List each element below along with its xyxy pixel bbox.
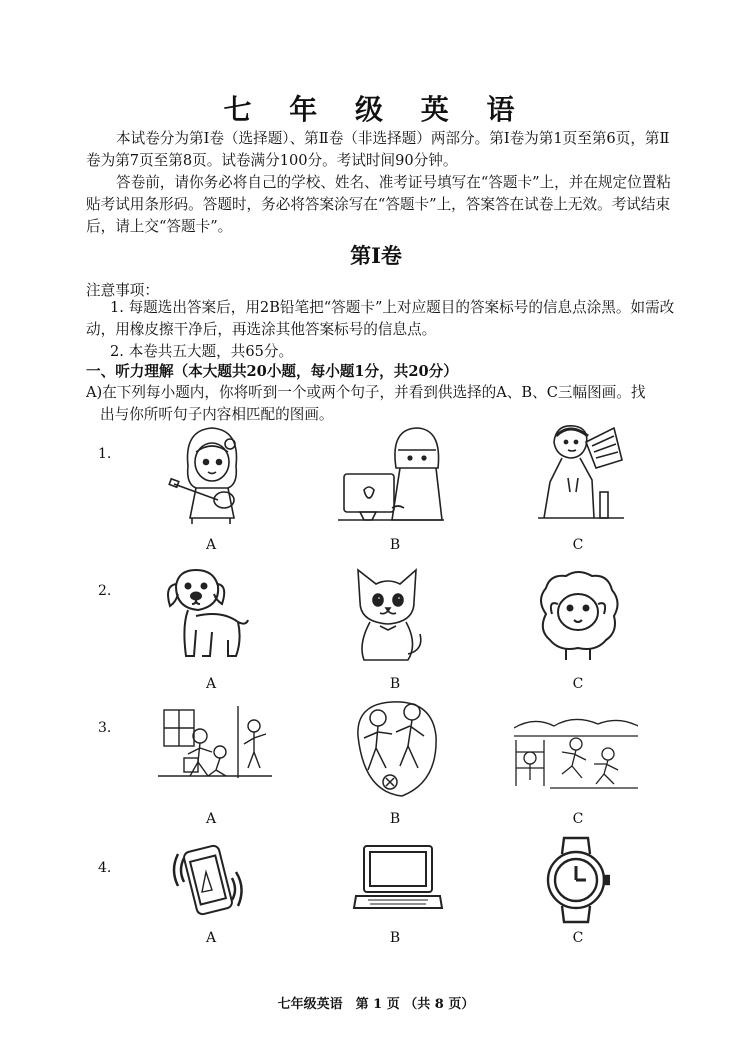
children-running-in-park-picture: [514, 712, 638, 790]
sheep-picture: [536, 570, 620, 662]
child-using-computer-picture: [338, 424, 444, 524]
option-label: B: [389, 676, 401, 692]
option-label: C: [572, 537, 584, 553]
question-number: 4.: [98, 860, 112, 876]
woman-reading-newspaper-picture: [534, 422, 626, 522]
instructions-line-2: 出与你所听句子内容相匹配的图画。: [100, 406, 334, 423]
ringing-mobile-phone-picture: [168, 838, 250, 922]
part1-instructions: [86, 382, 678, 426]
option-label: C: [572, 811, 584, 827]
intro-paragraph-2: 答卷前，请你务必将自己的学校、姓名、准考证号填写在“答题卡”上，并在规定位置粘贴考试用条形码。答题时，务必将答案涂写在“答题卡”上，答案答在试卷上无效。考试结束后，请上交“答题卡”。: [86, 174, 671, 235]
page-footer: 七年级英语 第 1 页 （共 8 页）: [277, 997, 475, 1012]
option-label: B: [389, 537, 401, 553]
part1-heading: 一、听力理解（本大题共20小题，每小题1分，共20分）: [86, 363, 458, 380]
option-label: A: [205, 676, 217, 692]
option-label: C: [572, 930, 584, 946]
laptop-computer-picture: [352, 844, 444, 914]
children-playing-football-picture: [352, 696, 440, 800]
dog-picture: [162, 566, 252, 662]
intro-paragraph-1: 本试卷分为第Ⅰ卷（选择题）、第Ⅱ卷（非选择题）两部分。第Ⅰ卷为第1页至第6页，第Ⅱ卷为第7页至第8页。试卷满分100分。考试时间90分钟。: [86, 130, 670, 169]
option-label: A: [205, 811, 217, 827]
question-number: 2.: [98, 583, 112, 599]
option-label: A: [205, 930, 217, 946]
instructions-line-1: A)在下列每小题内，你将听到一个或两个句子，并看到供选择的A、B、C三幅图画。找: [86, 384, 646, 401]
option-label: C: [572, 676, 584, 692]
option-label: B: [389, 930, 401, 946]
question-number: 3.: [98, 720, 112, 736]
option-label: B: [389, 811, 401, 827]
children-playing-indoors-picture: [158, 706, 272, 784]
girl-playing-guitar-picture: [166, 422, 258, 526]
wristwatch-picture: [542, 836, 610, 924]
section-title: 第Ⅰ卷: [350, 243, 402, 268]
notice-item-1: 1. 每题选出答案后，用2B铅笔把“答题卡”上对应题目的答案标号的信息点涂黑。如需改动，用橡皮擦干净后，再选涂其他答案标号的信息点。: [86, 299, 675, 338]
option-label: A: [205, 537, 217, 553]
notice-item-2: 2. 本卷共五大题，共65分。: [110, 343, 294, 360]
page-title: 七 年 级 英 语: [223, 93, 529, 126]
cat-picture: [350, 564, 426, 664]
notice-heading: 注意事项：: [86, 282, 159, 299]
question-number: 1.: [98, 446, 112, 462]
